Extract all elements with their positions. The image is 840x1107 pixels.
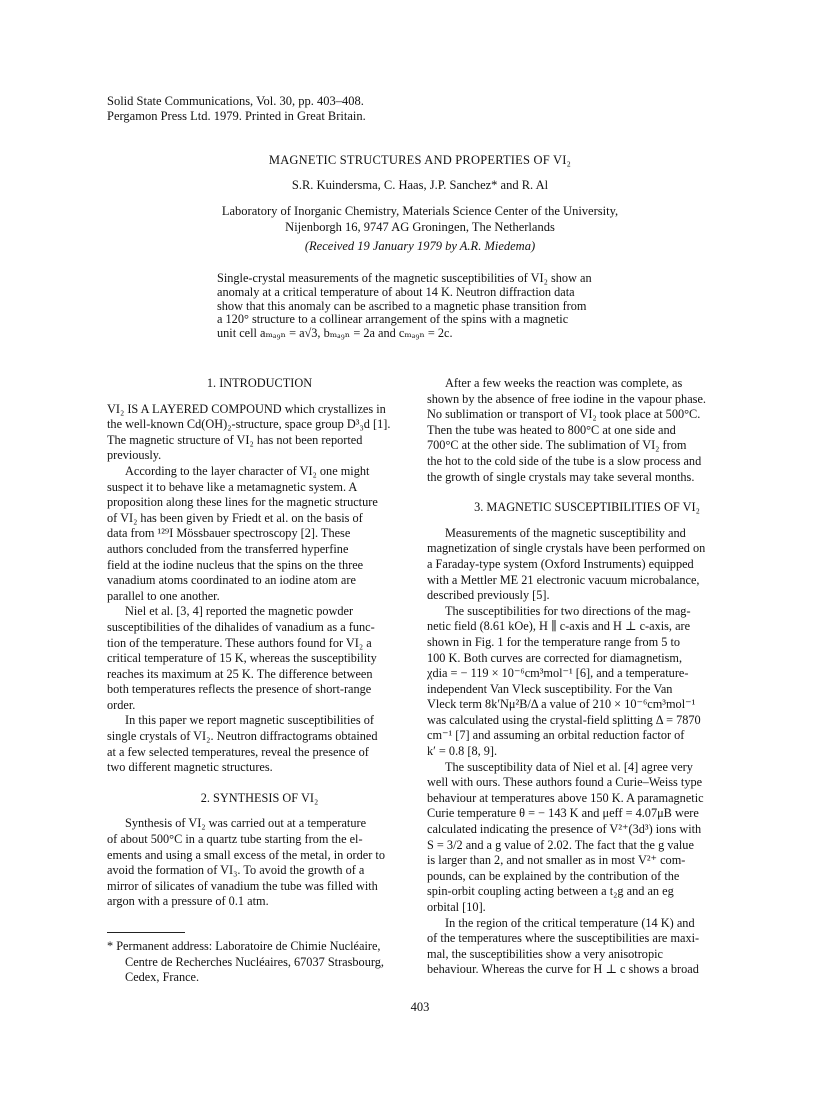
text-line: the hot to the cold side of the tube is a slow process and (427, 453, 702, 468)
text-line: susceptibilities of the dihalides of vanadium as a func- (107, 619, 375, 634)
page-number: 403 (410, 1000, 430, 1014)
text-line: magnetization of single crystals have been performed on (427, 541, 706, 556)
right-column (427, 376, 747, 978)
affiliation-line: Laboratory of Inorganic Chemistry, Materials Science Center of the University, (221, 204, 619, 218)
text-line: with a Mettler ME 21 electronic vacuum microbalance, (427, 572, 700, 587)
author-list: S.R. Kuindersma, C. Haas, J.P. Sanchez* and R. Al (291, 178, 549, 192)
left-column (107, 376, 412, 986)
text-line: behaviour. Whereas the curve for H ⊥ c shows a broad (427, 962, 699, 977)
text-line: k′ = 0.8 [8, 9]. (427, 744, 498, 759)
text-line: Niel et al. [3, 4] reported the magnetic powder (125, 604, 354, 619)
abstract-line: anomaly at a critical temperature of about 14 K. Neutron diffraction data (217, 284, 575, 299)
text-line: χdia = − 119 × 10⁻⁶cm³mol⁻¹ [6], and a temperature- (427, 666, 689, 681)
text-line: shown by the absence of free iodine in the vapour phase. (427, 391, 706, 406)
section-heading-synthesis: 2. SYNTHESIS OF VI₂ (200, 790, 319, 805)
text-line: Measurements of the magnetic susceptibility and (445, 525, 686, 540)
section-heading-introduction: 1. INTRODUCTION (206, 376, 313, 390)
text-line: described previously [5]. (427, 588, 550, 603)
paragraph (107, 816, 412, 910)
affiliation (0, 203, 840, 235)
paragraph (427, 376, 747, 485)
text-line: the well-known Cd(OH)₂-structure, space group D³₃d [1]. (107, 417, 391, 432)
text-line: mal, the susceptibilities show a very anisotropic (427, 946, 663, 961)
text-line: vanadium atoms coordinated to an iodine atom are (107, 573, 356, 588)
text-line: pounds, can be explained by the contribution of the (427, 868, 680, 883)
text-line: netic field (8.61 kOe), H ∥ c-axis and H ⊥ c-axis, are (427, 619, 691, 634)
journal-citation (107, 94, 366, 124)
text-line: order. (107, 697, 136, 712)
abstract-line: unit cell aₘₐ₉ₙ = a√3, bₘₐ₉ₙ = 2a and cₘₐ₉ₙ = 2c. (217, 326, 453, 341)
text-line: behaviour at temperatures above 150 K. A paramagnetic (427, 790, 704, 805)
text-line: shown in Fig. 1 for the temperature range from 5 to (427, 634, 681, 649)
journal-line: Solid State Communications, Vol. 30, pp. 403–408. (107, 94, 364, 108)
text-line: of VI₂ has been given by Friedt et al. on the basis of (107, 510, 363, 525)
text-line: independent Van Vleck susceptibility. For the Van (427, 681, 673, 696)
text-line: 700°C at the other side. The sublimation of VI₂ from (427, 438, 687, 453)
received-date: (Received 19 January 1979 by A.R. Miedema) (304, 239, 536, 253)
footnote-rule (107, 932, 185, 933)
section-heading-susceptibilities: 3. MAGNETIC SUSCEPTIBILITIES OF VI₂ (474, 500, 700, 515)
text-line: of the temperatures where the susceptibilities are maxi- (427, 931, 700, 946)
paragraph (427, 760, 747, 916)
text-line: 100 K. Both curves are corrected for diamagnetism, (427, 650, 683, 665)
text-line: authors concluded from the transferred hyperfine (107, 541, 349, 556)
text-line: Vleck term 8k′Nμ²B/Δ a value of 210 × 10⁻⁶cm³mol⁻¹ (427, 697, 696, 712)
text-line: mirror of silicates of vanadium the tube was filled with (107, 878, 378, 893)
text-line: a Faraday-type system (Oxford Instruments) equipped (427, 556, 694, 571)
text-line: single crystals of VI₂. Neutron diffractograms obtained (107, 729, 378, 744)
paragraph (107, 604, 412, 713)
text-line: ements and using a small excess of the metal, in order to (107, 847, 385, 862)
text-line: VI₂ IS A LAYERED COMPOUND which crystallizes in (107, 401, 386, 416)
text-line: Curie temperature θ = − 143 K and μeff = 4.07μB were (427, 806, 699, 821)
text-line: orbital [10]. (427, 900, 486, 914)
text-line: two different magnetic structures. (107, 760, 273, 775)
text-line: suspect it to behave like a metamagnetic system. A (107, 479, 358, 494)
text-line: of about 500°C in a quartz tube starting from the el- (107, 832, 363, 847)
text-line: reaches its maximum at 25 K. The difference between (107, 666, 373, 681)
text-line: is larger than 2, and not smaller as in most V²⁺ com- (427, 853, 686, 868)
text-line: at a few selected temperatures, reveal the presence of (107, 744, 369, 759)
text-line: both temperatures reflects the presence of short-range (107, 682, 372, 697)
paragraph (107, 713, 412, 775)
text-line: According to the layer character of VI₂ one might (125, 463, 370, 478)
text-line: Cedex, France. (125, 970, 200, 985)
text-line: * Permanent address: Laboratoire de Chimie Nucléaire, (107, 939, 381, 953)
text-line: Centre de Recherches Nucléaires, 67037 Strasbourg, (125, 954, 384, 969)
text-line: The susceptibilities for two directions of the mag- (445, 603, 691, 618)
text-line: previously. (107, 448, 162, 463)
affiliation-line: Nijenborgh 16, 9747 AG Groningen, The Netherlands (285, 220, 555, 234)
text-line: argon with a pressure of 0.1 atm. (107, 894, 269, 909)
text-line: Synthesis of VI₂ was carried out at a temperature (125, 816, 367, 831)
text-line: No sublimation or transport of VI₂ took place at 500°C. (427, 407, 701, 422)
abstract-line: show that this anomaly can be ascribed to a magnetic phase transition from (217, 298, 587, 313)
text-line: proposition along these lines for the magnetic structure (107, 495, 378, 510)
paragraph (427, 526, 747, 604)
text-line: avoid the formation of VI₃. To avoid the growth of a (107, 863, 365, 878)
paragraph (427, 916, 747, 978)
text-line: spin-orbit coupling acting between a t₂g and an eg (427, 884, 674, 899)
abstract-line: Single-crystal measurements of the magnetic susceptibilities of VI₂ show an (217, 271, 592, 285)
text-line: well with ours. These authors found a Curie–Weiss type (427, 775, 703, 790)
text-line: calculated indicating the presence of V²⁺(3d³) ions with (427, 822, 702, 837)
paper-title: MAGNETIC STRUCTURES AND PROPERTIES OF VI₂ (268, 153, 572, 167)
text-line: After a few weeks the reaction was complete, as (445, 376, 683, 390)
text-line: tion of the temperature. These authors found for VI₂ a (107, 635, 372, 650)
text-line: In the region of the critical temperature (14 K) and (445, 915, 695, 930)
text-line: field at the iodine nucleus that the spins on the three (107, 557, 364, 572)
abstract (217, 272, 637, 341)
text-line: data from ¹²⁹I Mössbauer spectroscopy [2]. These (107, 526, 351, 541)
paragraph (107, 464, 412, 604)
text-line: S = 3/2 and a g value of 2.02. The fact that the g value (427, 837, 694, 852)
text-line: The magnetic structure of VI₂ has not been reported (107, 432, 363, 447)
paragraph (427, 604, 747, 760)
text-line: was calculated using the crystal-field splitting Δ = 7870 (427, 712, 701, 727)
text-line: cm⁻¹ [7] and assuming an orbital reduction factor of (427, 728, 685, 743)
text-line: Then the tube was heated to 800°C at one side and (427, 422, 676, 437)
text-line: the growth of single crystals may take several months. (427, 469, 695, 484)
footnote (107, 939, 412, 986)
intro-paragraph (107, 402, 412, 464)
text-line: In this paper we report magnetic susceptibilities of (125, 713, 374, 728)
text-line: critical temperature of 15 K, whereas the susceptibility (107, 651, 377, 666)
journal-line: Pergamon Press Ltd. 1979. Printed in Great Britain. (107, 109, 366, 123)
abstract-line: a 120° structure to a collinear arrangement of the spins with a magnetic (217, 312, 569, 327)
text-line: parallel to one another. (107, 588, 220, 603)
text-line: The susceptibility data of Niel et al. [4] agree very (445, 759, 693, 774)
